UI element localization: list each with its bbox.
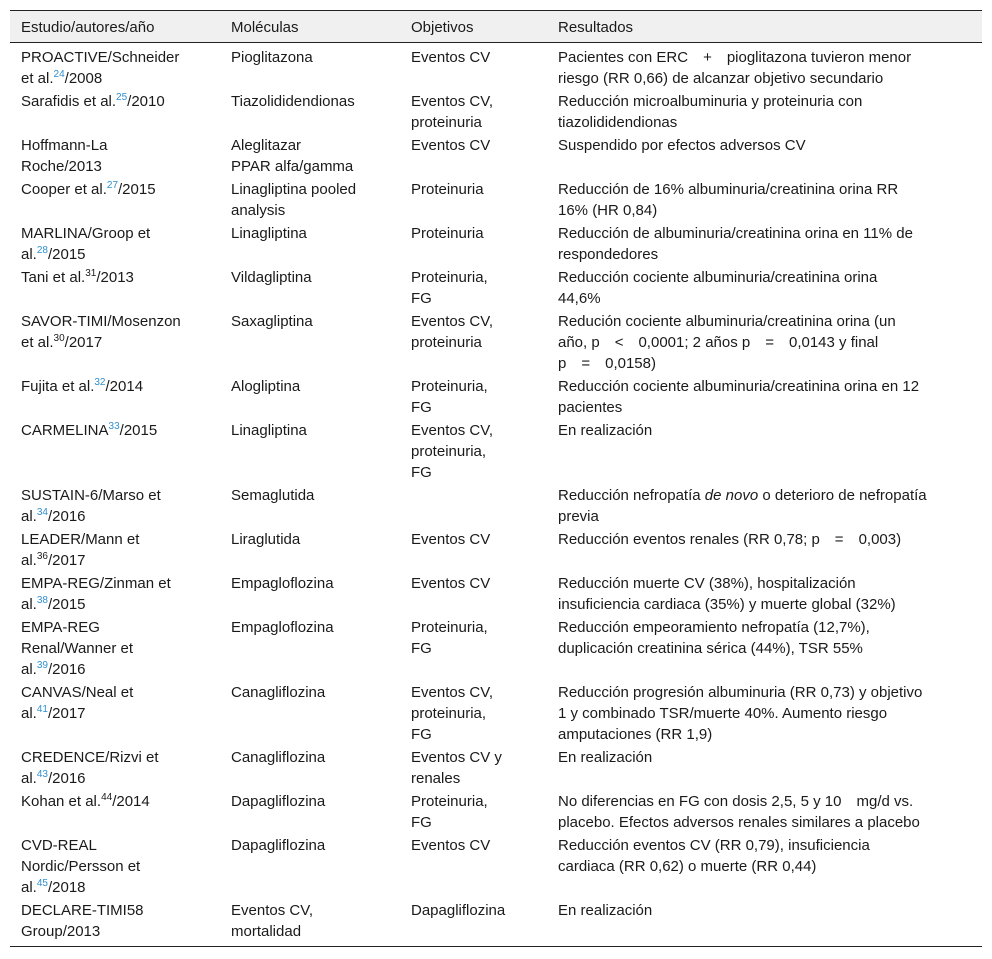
cell-objetivos: Proteinuria, FG xyxy=(411,619,488,657)
reference-link[interactable]: 39 xyxy=(36,660,48,671)
table-row xyxy=(10,681,982,746)
cell-moleculas: Pioglitazona xyxy=(231,49,313,66)
reference-number: 31 xyxy=(85,268,97,279)
cell-resultados: Reducción microalbuminuria y proteinuria con tiazolididendionas xyxy=(558,93,863,131)
cell-moleculas: Canagliflozina xyxy=(231,684,326,701)
header-resultados: Resultados xyxy=(547,11,982,43)
header-objetivos: Objetivos xyxy=(400,11,547,43)
cell-resultados: En realización xyxy=(558,422,653,439)
table-row xyxy=(10,899,982,947)
table-header-row xyxy=(10,11,982,43)
cell-objetivos: Proteinuria, FG xyxy=(411,793,488,831)
reference-link[interactable]: 45 xyxy=(36,878,48,889)
cell-estudio: CANVAS/Neal et al.$^{41}$/2017 xyxy=(21,684,134,722)
studies-table xyxy=(10,10,982,947)
cell-estudio: Sarafidis et al.$^{25}$/2010 xyxy=(21,92,165,110)
cell-resultados: Reducción cociente albuminuria/creatinina orina 44,6% xyxy=(558,269,878,307)
cell-moleculas: Dapagliflozina xyxy=(231,837,326,854)
reference-number: 30 xyxy=(53,333,65,344)
cell-resultados: Reducción nefropatía de novo o deterioro de nefropatía previa xyxy=(558,487,927,525)
table-row xyxy=(10,746,982,790)
cell-moleculas: Vildagliptina xyxy=(231,269,312,286)
table-row xyxy=(10,310,982,375)
cell-objetivos: Proteinuria, FG xyxy=(411,378,488,416)
cell-estudio: EMPA-REG/Zinman et al.$^{38}$/2015 xyxy=(21,575,171,613)
cell-moleculas: Tiazolididendionas xyxy=(231,93,355,110)
cell-resultados: Reducción empeoramiento nefropatía (12,7%), duplicación creatinina sérica (44%), TSR 55% xyxy=(558,619,870,657)
cell-resultados: Reducción muerte CV (38%), hospitalización insuficiencia cardiaca (35%) y muerte global (32%) xyxy=(558,575,896,613)
cell-moleculas: Dapagliflozina xyxy=(231,793,326,810)
cell-estudio: PROACTIVE/Schneider et al.$^{24}$/2008 xyxy=(21,49,180,87)
table-row xyxy=(10,572,982,616)
table-container xyxy=(10,10,982,947)
cell-estudio: CARMELINA$^{33}$/2015 xyxy=(21,421,158,439)
cell-estudio: Cooper et al.$^{27}$/2015 xyxy=(21,180,156,198)
cell-estudio: EMPA-REG Renal/Wanner et al.$^{39}$/2016 xyxy=(21,619,134,678)
reference-link[interactable]: 34 xyxy=(36,507,48,518)
cell-objetivos: Eventos CV xyxy=(411,837,491,854)
cell-moleculas: Aleglitazar PPAR alfa/gamma xyxy=(231,137,354,175)
cell-estudio: CREDENCE/Rizvi et al.$^{43}$/2016 xyxy=(21,749,159,787)
cell-resultados: En realización xyxy=(558,749,653,766)
reference-number: 44 xyxy=(101,792,113,803)
cell-resultados: No diferencias en FG con dosis 2,5, 5 y 10 mg/d vs. placebo. Efectos adversos renales similares a placebo xyxy=(558,793,920,831)
cell-resultados: Pacientes con ERC + pioglitazona tuvieron menor riesgo (RR 0,66) de alcanzar objetivo secundario xyxy=(558,49,912,87)
cell-resultados: Reducción eventos CV (RR 0,79), insuficiencia cardiaca (RR 0,62) o muerte (RR 0,44) xyxy=(558,837,870,875)
cell-objetivos: Eventos CV xyxy=(411,137,491,154)
cell-moleculas: Canagliflozina xyxy=(231,749,326,766)
reference-number: 36 xyxy=(36,551,48,562)
table-row xyxy=(10,134,982,178)
cell-estudio: SAVOR-TIMI/Mosenzon et al.$^{30}$/2017 xyxy=(21,313,181,351)
table-row xyxy=(10,375,982,419)
cell-moleculas: Empagloflozina xyxy=(231,575,334,592)
table-row xyxy=(10,484,982,528)
cell-objetivos: Eventos CV, proteinuria, FG xyxy=(411,684,493,743)
cell-estudio: DECLARE-TIMI58 Group/2013 xyxy=(10,899,220,947)
reference-link[interactable]: 24 xyxy=(53,69,65,80)
reference-link[interactable]: 41 xyxy=(36,704,48,715)
cell-moleculas: Liraglutida xyxy=(231,531,301,548)
cell-resultados: Reducción de albuminuria/creatinina orina en 11% de respondedores xyxy=(558,225,913,263)
reference-link[interactable]: 38 xyxy=(36,595,48,606)
cell-estudio: Tani et al.$^{31}$/2013 xyxy=(21,268,134,286)
cell-objetivos: Dapagliflozina xyxy=(400,899,547,947)
cell-resultados: Reducción progresión albuminuria (RR 0,73) y objetivo 1 y combinado TSR/muerte 40%. Aumento riesgo amputaciones (RR 1,9) xyxy=(558,684,923,743)
cell-objetivos: Eventos CV, proteinuria xyxy=(411,93,493,131)
reference-link[interactable]: 32 xyxy=(94,377,106,388)
cell-objetivos xyxy=(400,484,547,528)
cell-estudio: SUSTAIN-6/Marso et al.$^{34}$/2016 xyxy=(21,487,161,525)
cell-moleculas: Linagliptina pooled analysis xyxy=(231,181,357,219)
table-row xyxy=(10,419,982,484)
cell-objetivos: Eventos CV, proteinuria xyxy=(411,313,493,351)
reference-link[interactable]: 33 xyxy=(108,421,120,432)
cell-objetivos: Eventos CV xyxy=(411,531,491,548)
cell-estudio: Kohan et al.$^{44}$/2014 xyxy=(21,792,150,810)
table-row xyxy=(10,790,982,834)
reference-link[interactable]: 27 xyxy=(106,180,119,191)
cell-moleculas: Alogliptina xyxy=(231,378,301,395)
cell-objetivos: Eventos CV, proteinuria, FG xyxy=(411,422,493,481)
cell-estudio: Hoffmann-La Roche/2013 xyxy=(21,137,108,175)
cell-estudio: Fujita et al.$^{32}$/2014 xyxy=(21,377,144,395)
cell-moleculas: Empagloflozina xyxy=(231,619,334,636)
table-row xyxy=(10,90,982,134)
cell-moleculas: Semaglutida xyxy=(231,487,315,504)
cell-resultados: En realización xyxy=(547,899,982,947)
cell-resultados: Reducción cociente albuminuria/creatinina orina en 12 pacientes xyxy=(558,378,920,416)
cell-moleculas: Linagliptina xyxy=(231,225,307,242)
cell-estudio: LEADER/Mann et al.$^{36}$/2017 xyxy=(21,531,140,569)
cell-moleculas: Eventos CV, mortalidad xyxy=(220,899,400,947)
cell-objetivos: Eventos CV y renales xyxy=(411,749,502,787)
table-row xyxy=(10,834,982,899)
cell-resultados: Reducción de 16% albuminuria/creatinina orina RR 16% (HR 0,84) xyxy=(558,181,899,219)
cell-objetivos: Proteinuria xyxy=(411,181,484,198)
cell-resultados: Suspendido por efectos adversos CV xyxy=(558,137,806,154)
cell-resultados: Redución cociente albuminuria/creatinina orina (un año, p < 0,0001; 2 años p = 0,0143 y final p = 0,0158) xyxy=(558,313,896,372)
cell-objetivos: Proteinuria xyxy=(411,225,484,242)
header-moleculas: Moléculas xyxy=(220,11,400,43)
cell-objetivos: Eventos CV xyxy=(411,575,491,592)
cell-objetivos: Proteinuria, FG xyxy=(411,269,488,307)
cell-estudio: MARLINA/Groop et al.$^{28}$/2015 xyxy=(21,225,151,263)
table-row xyxy=(10,178,982,222)
cell-moleculas: Saxagliptina xyxy=(231,313,313,330)
table-row xyxy=(10,43,982,91)
cell-resultados: Reducción eventos renales (RR 0,78; p = 0,003) xyxy=(558,531,902,548)
table-row xyxy=(10,616,982,681)
cell-estudio: CVD-REAL Nordic/Persson et al.$^{45}$/2018 xyxy=(21,837,141,896)
table-row xyxy=(10,222,982,266)
reference-link[interactable]: 25 xyxy=(116,92,128,103)
cell-moleculas: Linagliptina xyxy=(231,422,307,439)
cell-objetivos: Eventos CV xyxy=(411,49,491,66)
header-estudio: Estudio/autores/año xyxy=(10,11,220,43)
table-row xyxy=(10,266,982,310)
table-row xyxy=(10,528,982,572)
reference-link[interactable]: 28 xyxy=(36,245,48,256)
reference-link[interactable]: 43 xyxy=(36,769,48,780)
